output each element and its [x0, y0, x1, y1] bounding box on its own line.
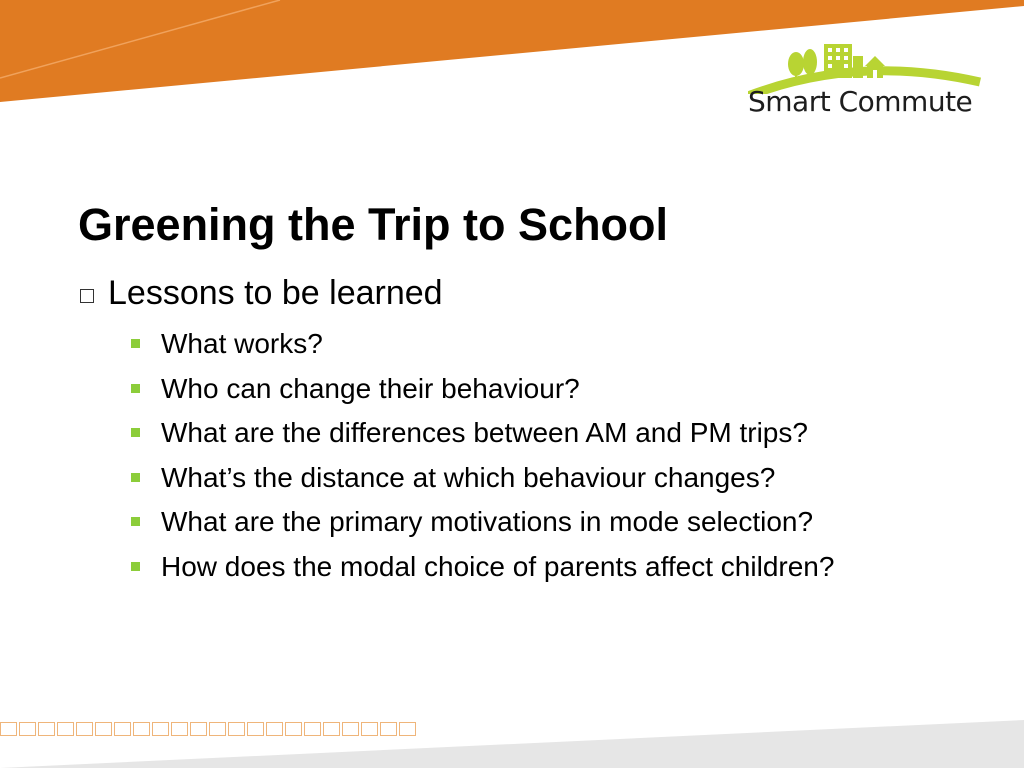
green-square-bullet-icon — [131, 428, 140, 437]
green-square-bullet-icon — [131, 384, 140, 393]
logo-text: Smart Commute — [748, 85, 973, 118]
placeholder-box-icon — [247, 722, 264, 736]
list-item-text: What are the differences between AM and PM trips? — [161, 417, 808, 448]
green-square-bullet-icon — [131, 517, 140, 526]
placeholder-box-icon — [114, 722, 131, 736]
green-square-bullet-icon — [131, 473, 140, 482]
list-item-text: Who can change their behaviour? — [161, 372, 580, 404]
hollow-square-bullet-icon — [80, 289, 94, 303]
placeholder-box-icon — [19, 722, 36, 736]
placeholder-box-icon — [133, 722, 150, 736]
level1-bullet-item — [80, 274, 443, 313]
placeholder-box-icon — [152, 722, 169, 736]
placeholder-box-icon — [76, 722, 93, 736]
green-square-bullet-icon — [131, 562, 140, 571]
placeholder-box-icon — [190, 722, 207, 736]
green-square-bullet-icon — [131, 339, 140, 348]
list-item — [130, 326, 990, 362]
level1-text: Lessons to be learned — [108, 274, 443, 312]
list-item-text: What works? — [161, 328, 323, 359]
list-item — [130, 549, 990, 585]
placeholder-box-icon — [304, 722, 321, 736]
list-item-text: How does the modal choice of parents affect children? — [161, 550, 835, 582]
placeholder-box-icon — [342, 722, 359, 736]
placeholder-box-icon — [95, 722, 112, 736]
placeholder-box-icon — [323, 722, 340, 736]
smart-commute-logo — [748, 42, 1008, 132]
placeholder-box-icon — [38, 722, 55, 736]
placeholder-box-icon — [380, 722, 397, 736]
placeholder-box-icon — [399, 722, 416, 736]
list-item — [130, 415, 990, 451]
list-item — [130, 371, 990, 407]
footer-placeholder-boxes — [0, 722, 416, 736]
placeholder-box-icon — [285, 722, 302, 736]
placeholder-box-icon — [57, 722, 74, 736]
sub-bullet-list — [130, 326, 990, 593]
placeholder-box-icon — [361, 722, 378, 736]
list-item — [130, 504, 990, 540]
list-item — [130, 460, 990, 496]
placeholder-box-icon — [171, 722, 188, 736]
slide-title: Greening the Trip to School — [78, 199, 669, 250]
placeholder-box-icon — [209, 722, 226, 736]
list-item-text: What are the primary motivations in mode selection? — [161, 506, 814, 537]
placeholder-box-icon — [228, 722, 245, 736]
placeholder-box-icon — [266, 722, 283, 736]
placeholder-box-icon — [0, 722, 17, 736]
list-item-text: What’s the distance at which behaviour changes? — [161, 461, 776, 493]
